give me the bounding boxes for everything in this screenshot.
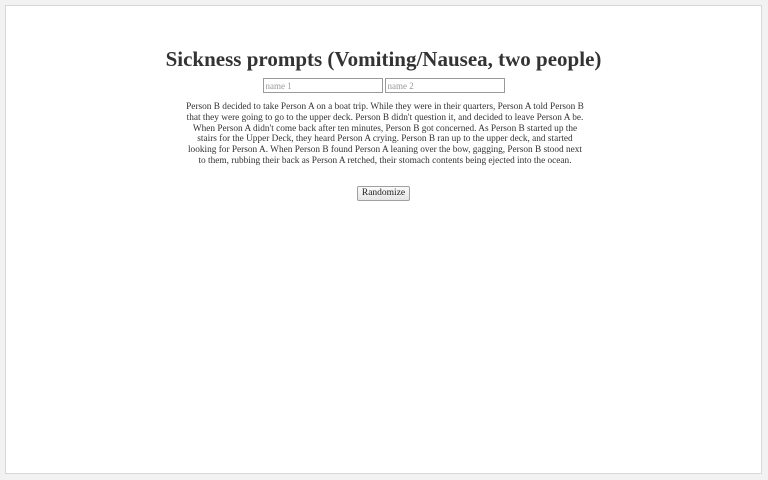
name-inputs [6, 78, 761, 93]
randomize-button[interactable]: Randomize [357, 186, 410, 201]
name-1-input[interactable] [263, 78, 383, 93]
prompt-text: Person B decided to take Person A on a boat trip. While they were in their quarters, Person A told Person B that they were going to go to the upper deck. Person B didn't question it, and decided to leave Person A be. When Person A didn't come back after ten minutes, Person B got concerned. As Person B started up the stairs for the Upper Deck, they heard Person A crying. Person B ran up to the upper deck, and started looking for Person A. When Person B found Person A leaning over the bow, gagging, Person B stood next to them, rubbing their back as Person A retched, their stomach contents being ejected into the ocean. [186, 102, 584, 166]
page-container [5, 5, 762, 474]
page-title: Sickness prompts (Vomiting/Nausea, two people) [165, 47, 602, 71]
button-row [6, 182, 761, 201]
name-2-input[interactable] [385, 78, 505, 93]
